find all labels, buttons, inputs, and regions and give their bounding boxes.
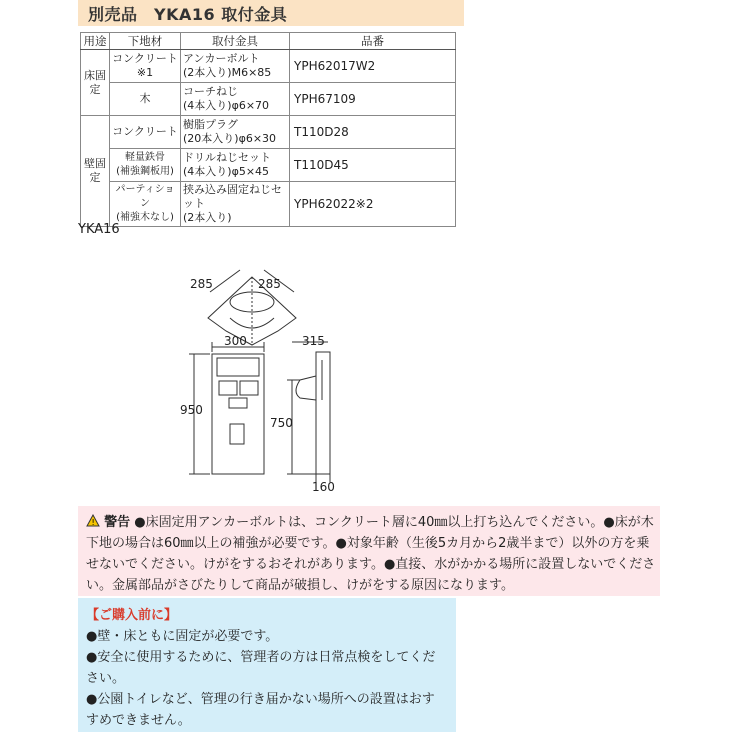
- material-cell: コンクリート※1: [110, 50, 181, 83]
- fitting-cell: コーチねじ (4本入り)φ6×70: [181, 83, 290, 116]
- dim-top-right: 285: [258, 277, 281, 291]
- before-purchase-list: [86, 626, 446, 731]
- col-use: 用途: [81, 33, 110, 50]
- use-floor: 床固定: [81, 50, 110, 116]
- fitting-cell: アンカーボルト (2本入り)M6×85: [181, 50, 290, 83]
- col-part: 品番: [290, 33, 456, 50]
- fitting-cell: ドリルねじセット (4本入り)φ5×45: [181, 149, 290, 182]
- dim-height: 950: [180, 403, 203, 417]
- list-item: ●壁・床ともに固定が必要です。: [86, 629, 279, 644]
- section-title: 別売品 YKA16 取付金具: [88, 5, 288, 24]
- material-cell: コンクリート: [110, 116, 181, 149]
- dim-bowl-height: 750: [270, 416, 293, 430]
- dim-depth-top: 315: [302, 334, 325, 348]
- model-label: YKA16: [78, 222, 120, 237]
- col-material: 下地材: [110, 33, 181, 50]
- part-number: T110D28: [290, 116, 456, 149]
- before-purchase-title: 【ご購入前に】: [86, 608, 178, 623]
- part-number: YPH62022※2: [290, 182, 456, 227]
- part-number: T110D45: [290, 149, 456, 182]
- part-number: YPH67109: [290, 83, 456, 116]
- fitting-cell: 樹脂プラグ (20本入り)φ6×30: [181, 116, 290, 149]
- material-cell: 軽量鉄骨 (補強鋼板用): [110, 149, 181, 182]
- part-number: YPH62017W2: [290, 50, 456, 83]
- dim-top-left: 285: [190, 277, 213, 291]
- warning-body: ●床固定用アンカーボルトは、コンクリート層に40㎜以上打ち込んでください。●床が木下地の場合は60㎜以上の補強が必要です。●対象年齢（生後5カ月から2歳半まで）以外の方を乗せないでください。けがをするおそれがあります。●直接、水がかかる場所に設置しないでください。金属部品がさびたりして商品が破損し、けがをする原因になります。: [86, 515, 656, 593]
- warning-label: 警告: [104, 515, 131, 530]
- warning-text: [86, 512, 660, 596]
- material-cell: パーティション (補強木なし): [110, 182, 181, 227]
- list-item: ●安全に使用するために、管理者の方は日常点検をしてください。: [86, 650, 436, 686]
- warning-triangle-icon: [86, 514, 100, 527]
- use-wall: 壁固定: [81, 116, 110, 227]
- dim-depth-bottom: 160: [312, 480, 335, 494]
- list-item: ●公園トイレなど、管理の行き届かない場所への設置はおすすめできません。: [86, 692, 435, 728]
- fitting-cell: 挟み込み固定ねじセット (2本入り): [181, 182, 290, 227]
- warning-box: [78, 506, 660, 596]
- before-purchase-box: [78, 598, 456, 732]
- svg-text:!: !: [91, 518, 95, 527]
- side-body: [316, 352, 330, 474]
- col-fitting: 取付金具: [181, 33, 290, 50]
- dim-width: 300: [224, 334, 247, 348]
- front-body: [212, 354, 264, 474]
- material-cell: 木: [110, 83, 181, 116]
